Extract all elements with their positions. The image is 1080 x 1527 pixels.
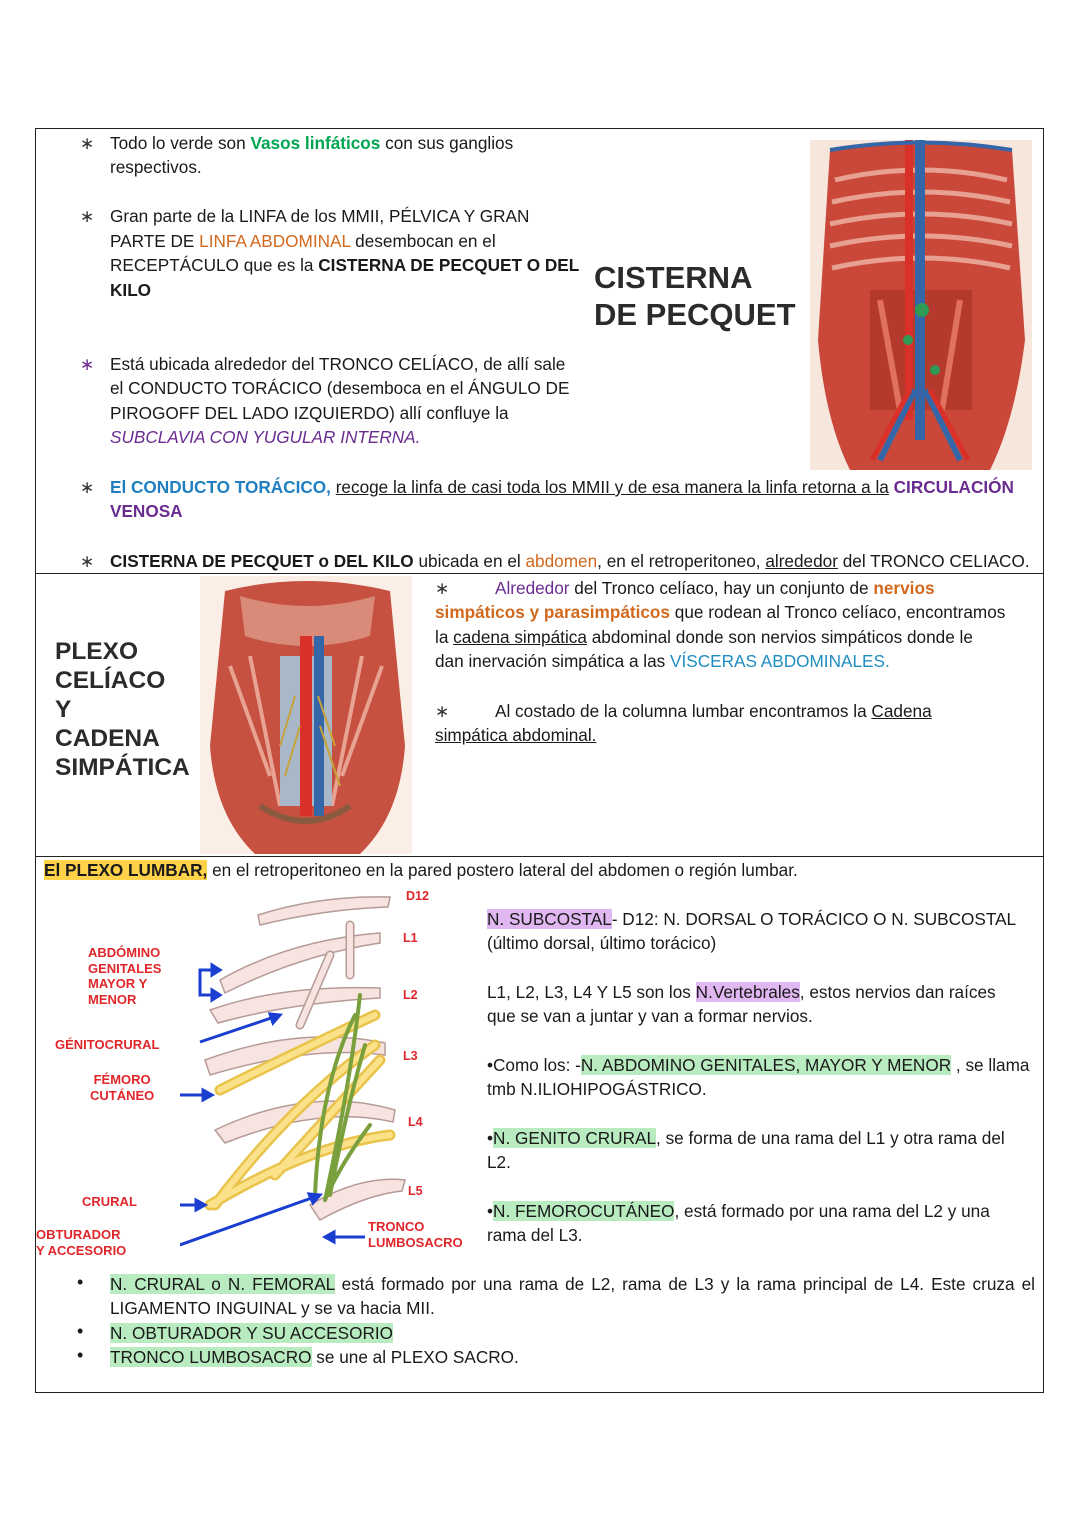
s1-p4-line1: El CONDUCTO TORÁCICO, recoge la linfa de casi toda los MMII y de esa manera la linfa retorna a la CIRCULACIÓN [110, 477, 1014, 497]
s3-r3-line1: •Como los: -N. ABDOMINO GENITALES, MAYOR Y MENOR , se llama [487, 1055, 1030, 1075]
s3-r2-line1: L1, L2, L3, L4 Y L5 son los N.Vertebrales, estos nervios dan raíces [487, 982, 996, 1002]
cisterna-title: CISTERNA DE PECQUET [594, 260, 796, 332]
s2-p2-line2: simpática abdominal. [435, 725, 597, 745]
bullet-star: ∗ [80, 207, 95, 226]
label-abdomino-genitales: ABDÓMINO GENITALES MAYOR Y MENOR [88, 945, 162, 1007]
s3-b2: N. OBTURADOR Y SU ACCESORIO [110, 1323, 394, 1343]
label-crural: CRURAL [82, 1194, 137, 1209]
bullet-dot: • [77, 1272, 84, 1292]
s1-p2-line3: RECEPTÁCULO que es la CISTERNA DE PECQUET O DEL [110, 255, 580, 275]
s3-r1-line2: (último dorsal, último torácico) [487, 933, 717, 953]
plexo-celiaco-illustration [200, 576, 412, 854]
plexo-celiaco-title: PLEXO CELÍACO Y CADENA SIMPÁTICA [55, 638, 190, 781]
bullet-star: ∗ [80, 552, 95, 571]
s3-b3: TRONCO LUMBOSACRO se une al PLEXO SACRO. [110, 1347, 519, 1367]
s2-p1-line4: dan inervación simpática a las VÍSCERAS ABDOMINALES. [435, 651, 890, 671]
s2-p2-line1: Al costado de la columna lumbar encontramos la Cadena [495, 701, 932, 721]
cisterna-illustration [810, 140, 1032, 470]
level-label: L4 [408, 1115, 423, 1129]
bullet-star: ∗ [80, 355, 95, 374]
divider-2 [35, 856, 1044, 857]
s3-r2-line2: que se van a juntar y van a formar nervios. [487, 1006, 813, 1026]
label-obturador: OBTURADOR Y ACCESORIO [36, 1227, 127, 1258]
s2-p1-line3: la cadena simpática abdominal donde son nervios simpáticos donde le [435, 627, 973, 647]
s1-p4-line2: VENOSA [110, 501, 183, 521]
s1-p1-line2: respectivos. [110, 157, 202, 177]
s1-p3-line2: el CONDUCTO TORÁCICO (desemboca en el ÁNGULO DE [110, 378, 570, 398]
bullet-star: ∗ [80, 134, 95, 153]
s1-p1-line1: Todo lo verde son Vasos linfáticos con sus ganglios [110, 133, 514, 153]
level-label: L2 [403, 988, 418, 1002]
level-label: L3 [403, 1049, 418, 1063]
label-genitocrural: GÉNITOCRURAL [55, 1037, 160, 1052]
s3-r5-line2: rama del L3. [487, 1225, 583, 1245]
s1-p2-line4: KILO [110, 280, 152, 300]
s3-r1-line1: N. SUBCOSTAL- D12: N. DORSAL O TORÁCICO O N. SUBCOSTAL [487, 909, 1017, 929]
bullet-dot: • [77, 1345, 84, 1365]
level-label: D12 [406, 889, 429, 903]
level-label: L5 [408, 1184, 423, 1198]
s1-p2-line1: Gran parte de la LINFA de los MMII, PÉLVICA Y GRAN [110, 206, 530, 226]
s1-p5-line1: CISTERNA DE PECQUET o DEL KILO ubicada en el abdomen, en el retroperitoneo, alrededor del TRONCO CELIACO. [110, 551, 1030, 571]
s1-p2-line2: PARTE DE LINFA ABDOMINAL desembocan en el [110, 231, 496, 251]
s3-r3-line2: tmb N.ILIOHIPOGÁSTRICO. [487, 1079, 707, 1099]
bullet-star: ∗ [435, 579, 450, 598]
s3-r4-line2: L2. [487, 1152, 511, 1172]
label-femorocutaneo: FÉMORO CUTÁNEO [90, 1072, 155, 1103]
level-label: L1 [403, 931, 418, 945]
bullet-dot: • [77, 1321, 84, 1341]
label-tronco-lumbosacro: TRONCO LUMBOSACRO [368, 1219, 463, 1250]
s2-p1-line1: Alrededor del Tronco celíaco, hay un conjunto de nervios [495, 578, 935, 598]
s2-p1-line2: simpáticos y parasimpáticos que rodean al Tronco celíaco, encontramos [435, 602, 1006, 622]
s1-p3-line4: SUBCLAVIA CON YUGULAR INTERNA. [110, 427, 421, 447]
plexo-lumbar-diagram [180, 885, 470, 1260]
s3-b1-line1: N. CRURAL o N. FEMORAL está formado por una rama de L2, rama de L3 y la rama principal de L4. Este cruza el [110, 1274, 1036, 1294]
s1-p3-line3: PIROGOFF DEL LADO IZQUIERDO) allí confluye la [110, 403, 509, 423]
s3-r4-line1: •N. GENITO CRURAL, se forma de una rama del L1 y otra rama del [487, 1128, 1005, 1148]
s3-r5-line1: •N. FEMOROCUTÁNEO, está formado por una rama del L2 y una [487, 1201, 990, 1221]
s3-intro: El PLEXO LUMBAR, en el retroperitoneo en la pared postero lateral del abdomen o región lumbar. [44, 860, 798, 880]
bullet-star: ∗ [435, 702, 450, 721]
s1-p3-line1: Está ubicada alrededor del TRONCO CELÍACO, de allí sale [110, 354, 566, 374]
s3-b1-line2: LIGAMENTO INGUINAL y se va hacia MII. [110, 1298, 435, 1318]
bullet-star: ∗ [80, 478, 95, 497]
